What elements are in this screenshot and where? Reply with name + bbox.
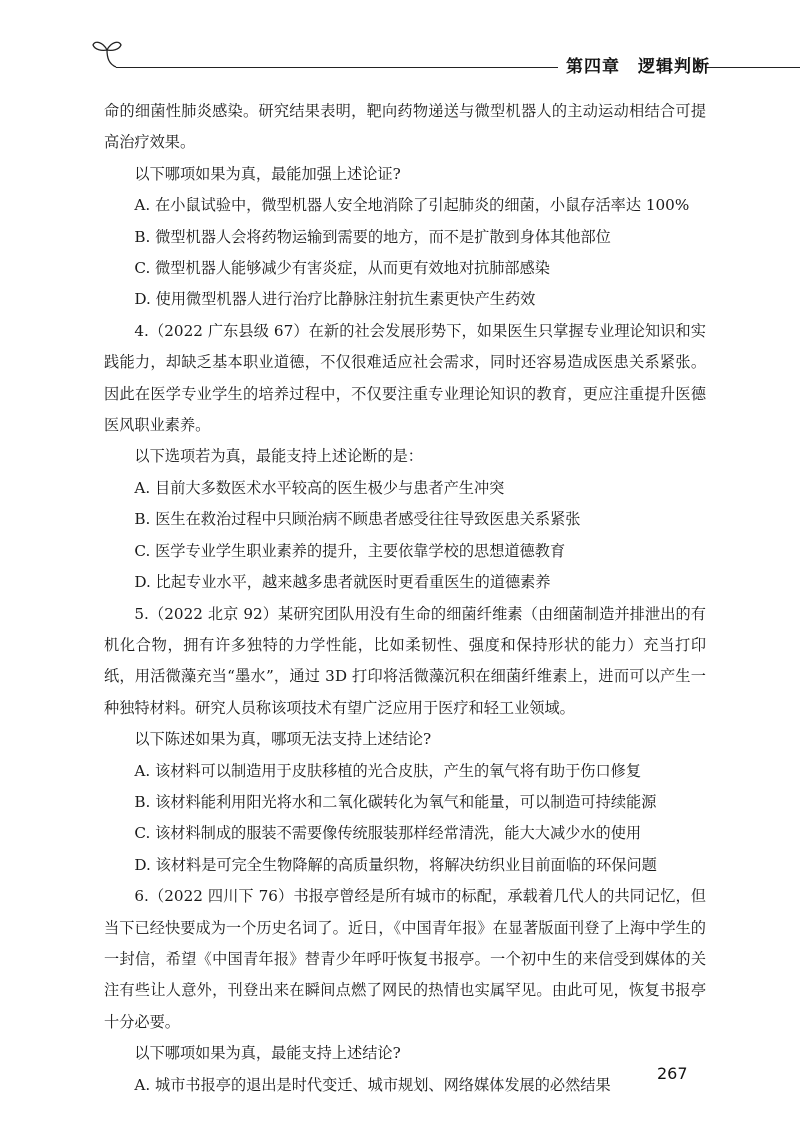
question-prompt: 以下陈述如果为真，哪项无法支持上述结论? [134, 730, 432, 749]
answer-option: D. 比起专业水平，越来越多患者就医时更看重医生的道德素养 [134, 573, 551, 592]
answer-option: D. 使用微型机器人进行治疗比静脉注射抗生素更快产生药效 [134, 290, 536, 309]
page-header [0, 0, 800, 80]
answer-option: B. 医生在救治过程中只顾治病不顾患者感受往往导致医患关系紧张 [134, 510, 581, 529]
question-prompt: 以下哪项如果为真，最能加强上述论证? [134, 164, 401, 183]
page-body [104, 96, 706, 1101]
answer-option: C. 微型机器人能够减少有害炎症，从而更有效地对抗肺部感染 [134, 259, 550, 278]
question-prompt: 以下哪项如果为真，最能支持上述结论? [134, 1044, 401, 1063]
question-stem: 6.（2022 四川下 76）书报亭曾经是所有城市的标配，承载着几代人的共同记忆，但当下已经快要成为一个历史名词了。近日，《中国青年报》在显著版面刊登了上海中学生的一封信，希望《中国青年报》替青少年呼吁恢复书报亭。一个初中生的来信受到媒体的关注有些让人意外，刊登出来在瞬间点燃了网民的热情也实属罕见。由此可见，恢复书报亭十分必要。 [104, 887, 706, 1031]
continued-paragraph: 命的细菌性肺炎感染。研究结果表明，靶向药物递送与微型机器人的主动运动相结合可提高治疗效果。 [104, 102, 706, 152]
answer-option: B. 微型机器人会将药物运输到需要的地方，而不是扩散到身体其他部位 [134, 227, 611, 246]
question-stem: 4.（2022 广东县级 67）在新的社会发展形势下，如果医生只掌握专业理论知识和实践能力，却缺乏基本职业道德，不仅很难适应社会需求，同时还容易造成医患关系紧张。因此在医学专业学生的培养过程中，不仅要注重专业理论知识的教育，更应注重提升医德医风职业素养。 [104, 321, 706, 435]
answer-option: B. 该材料能利用阳光将水和二氧化碳转化为氧气和能量，可以制造可持续能源 [134, 792, 657, 811]
answer-option: A. 目前大多数医术水平较高的医生极少与患者产生冲突 [134, 478, 505, 497]
answer-option: C. 医学专业学生职业素养的提升，主要依靠学校的思想道德教育 [134, 541, 566, 560]
header-rule-right [706, 67, 800, 68]
chapter-number: 第四章 [566, 57, 620, 77]
question-stem: 5.（2022 北京 92）某研究团队用没有生命的细菌纤维素（由细菌制造并排泄出的有机化合物，拥有许多独特的力学性能，比如柔韧性、强度和保持形状的能力）充当打印纸，用活微藻充当“墨水”，通过 3D 打印将活微藻沉积在细菌纤维素上，进而可以产生一种独特材料。研究人员称该项技术有望广泛应用于医疗和轻工业领域。 [104, 604, 706, 717]
answer-option: C. 该材料制成的服装不需要像传统服装那样经常清洗，能大大减少水的使用 [134, 824, 642, 843]
answer-option: D. 该材料是可完全生物降解的高质量织物，将解决纺织业目前面临的环保问题 [134, 855, 657, 874]
answer-option: A. 城市书报亭的退出是时代变迁、城市规划、网络媒体发展的必然结果 [134, 1075, 611, 1094]
chapter-heading [566, 52, 710, 77]
sprout-icon [92, 36, 122, 70]
question-prompt: 以下选项若为真，最能支持上述论断的是： [134, 447, 423, 466]
header-rule-left [116, 67, 558, 68]
answer-option: A. 该材料可以制造用于皮肤移植的光合皮肤，产生的氧气将有助于伤口修复 [134, 761, 642, 780]
chapter-title: 逻辑判断 [638, 57, 710, 77]
page-number: 267 [657, 1064, 688, 1083]
answer-option: A. 在小鼠试验中，微型机器人安全地消除了引起肺炎的细菌，小鼠存活率达 100% [134, 196, 690, 215]
